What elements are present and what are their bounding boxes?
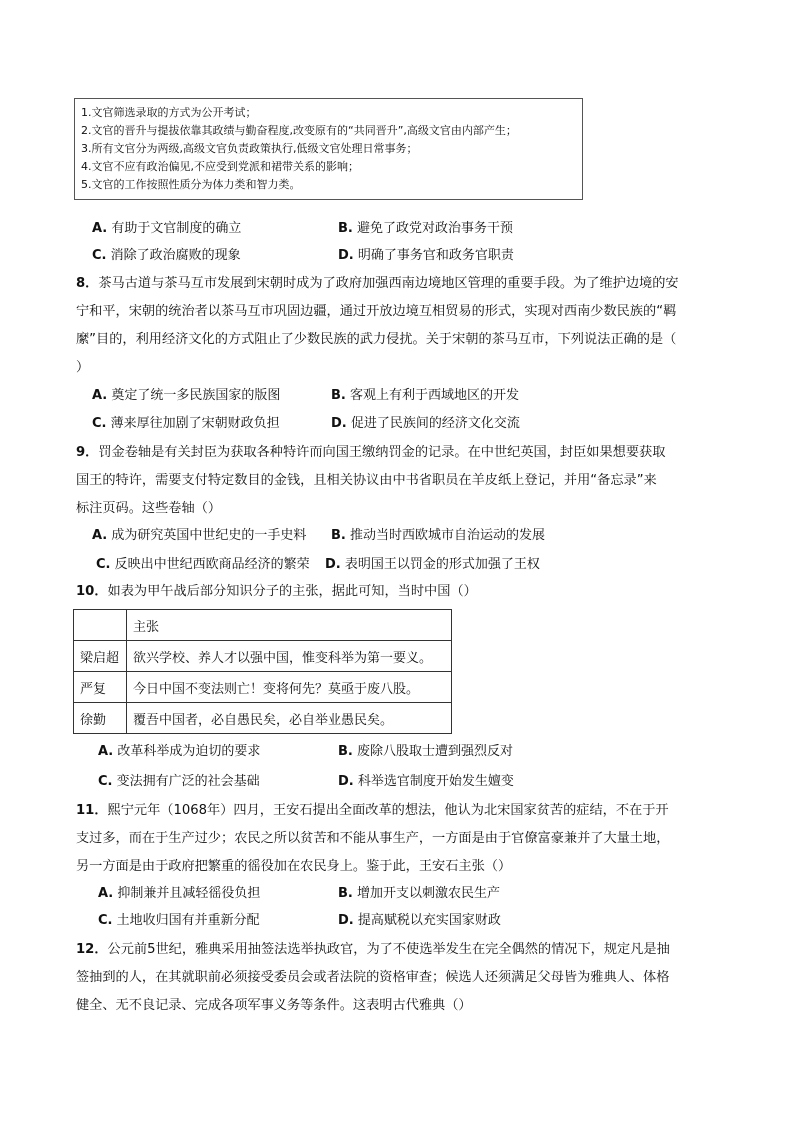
- option-letter: A.: [98, 886, 114, 901]
- table-cell-view: 欲兴学校、养人才以强中国，惟变科举为第一要义。: [127, 641, 452, 672]
- q10-option-d[interactable]: [338, 772, 514, 792]
- option-text: 明确了事务官和政务官职责: [357, 248, 514, 263]
- source-line: 5.文官的工作按照性质分为体力类和智力类。: [81, 178, 301, 191]
- source-line: 2.文官的晋升与提拔依靠其政绩与勤奋程度,改变原有的“共同晋升”,高级文官由内部产生；: [81, 124, 517, 137]
- option-text: 提高赋税以充实国家财政: [357, 913, 501, 928]
- q8-stem-line: [76, 274, 679, 294]
- option-letter: D.: [331, 416, 347, 431]
- question-number: 9．: [76, 445, 99, 460]
- q9-stem-line: 国王的特许，需要支付特定数目的金钱，且相关协议由中书省职员在羊皮纸上登记，并用“备忘录”来: [76, 473, 657, 488]
- question-number: 11．: [76, 803, 108, 818]
- stem-text: 罚金卷轴是有关封臣为获取各种特许而向国王缴纳罚金的记录。在中世纪英国，封臣如果想要获取: [98, 445, 666, 460]
- option-letter: B.: [331, 388, 346, 403]
- option-text: 推动当时西欧城市自治运动的发展: [350, 528, 546, 543]
- option-text: 抑制兼并且减轻徭役负担: [117, 886, 261, 901]
- option-letter: D.: [338, 248, 354, 263]
- stem-text: 如表为甲午战后部分知识分子的主张，据此可知，当时中国（）: [107, 584, 477, 599]
- q9-option-d[interactable]: [325, 555, 540, 575]
- q9-stem-line: 标注页码。这些卷轴（）: [76, 501, 222, 516]
- stem-text: 熙宁元年（1068年）四月，王安石提出全面改革的想法，他认为北宋国家贫苦的症结，不在于开: [107, 803, 669, 818]
- option-text: 奠定了统一多民族国家的版图: [111, 388, 281, 403]
- source-line: 3.所有文官分为两级,高级文官负责政策执行,低级文官处理日常事务；: [81, 142, 418, 155]
- option-letter: C.: [98, 774, 113, 789]
- option-letter: B.: [338, 221, 353, 236]
- option-text: 成为研究英国中世纪史的一手史料: [111, 528, 307, 543]
- q10-option-b[interactable]: [338, 742, 513, 762]
- source-line: 1.文官筛选录取的方式为公开考试；: [81, 106, 257, 119]
- option-letter: A.: [92, 528, 108, 543]
- table-header-row: [74, 610, 452, 641]
- source-line: 4.文官不应有政治偏见,不应受到党派和裙带关系的影响；: [81, 160, 359, 173]
- source-box: [74, 98, 583, 200]
- q11-stem-line: [76, 801, 669, 821]
- q9-option-a[interactable]: [92, 526, 306, 546]
- option-letter: A.: [98, 744, 114, 759]
- option-letter: A.: [92, 221, 108, 236]
- q9-option-c[interactable]: [96, 555, 310, 575]
- stem-text: 公元前5世纪，雅典采用抽签法选举执政官，为了不使选举发生在完全偶然的情况下，规定凡是抽: [107, 942, 670, 957]
- question-number: 12．: [76, 942, 108, 957]
- option-letter: A.: [92, 388, 108, 403]
- q11-option-a[interactable]: [98, 884, 260, 904]
- q11-option-c[interactable]: [98, 911, 260, 931]
- q7-option-b[interactable]: [338, 219, 513, 239]
- q8-option-c[interactable]: [92, 414, 280, 434]
- q9-stem-line: [76, 443, 665, 463]
- q12-stem-line: [76, 940, 670, 960]
- table-cell-person: 梁启超: [74, 641, 127, 672]
- option-text: 有助于文官制度的确立: [111, 221, 242, 236]
- option-letter: B.: [331, 528, 346, 543]
- option-letter: C.: [92, 416, 107, 431]
- q8-stem-line: 縻”目的，利用经济文化的方式阻止了少数民族的武力侵扰。关于宋朝的茶马互市，下列说法正确的是（: [76, 332, 677, 347]
- table-header-cell: 主张: [127, 610, 452, 641]
- option-text: 消除了政治腐败的现象: [110, 248, 241, 263]
- q11-option-b[interactable]: [338, 884, 500, 904]
- q11-stem-line: 支过多，而在于生产过少；农民之所以贫苦和不能从事生产，一方面是由于官僚富豪兼并了大量土地，: [76, 831, 670, 846]
- q8-stem-line: 宁和平，宋朝的统治者以茶马互市巩固边疆，通过开放边境互相贸易的形式，实现对西南少数民族的“羁: [76, 304, 677, 319]
- q7-option-c[interactable]: [92, 246, 241, 266]
- table-cell-view: 今日中国不变法则亡！变将何先？莫亟于废八股。: [127, 672, 452, 703]
- option-text: 变法拥有广泛的社会基础: [116, 774, 260, 789]
- question-number: 8．: [76, 276, 99, 291]
- q11-stem-line: 另一方面是由于政府把繁重的徭役加在农民身上。鉴于此，王安石主张（）: [76, 859, 512, 874]
- q7-option-d[interactable]: [338, 246, 514, 266]
- option-letter: C.: [92, 248, 107, 263]
- q10-stem-line: [76, 582, 477, 602]
- q8-option-a[interactable]: [92, 386, 280, 406]
- q11-option-d[interactable]: [338, 911, 501, 931]
- option-text: 改革科举成为迫切的要求: [117, 744, 261, 759]
- option-letter: C.: [98, 913, 113, 928]
- table-row: [74, 641, 452, 672]
- q12-stem-line: 健全、无不良记录、完成各项军事义务等条件。这表明古代雅典（）: [76, 998, 472, 1013]
- question-number: 10．: [76, 584, 108, 599]
- stem-text: 茶马古道与茶马互市发展到宋朝时成为了政府加强西南边境地区管理的重要手段。为了维护边境的安: [98, 276, 679, 291]
- option-text: 科举选官制度开始发生嬗变: [357, 774, 514, 789]
- option-letter: D.: [325, 557, 341, 572]
- option-letter: B.: [338, 886, 353, 901]
- table-cell-view: 覆吾中国者，必自愚民矣，必自举业愚民矣。: [127, 703, 452, 734]
- option-letter: D.: [338, 774, 354, 789]
- table-cell-person: 徐勤: [74, 703, 127, 734]
- opinions-table: [73, 609, 452, 734]
- option-letter: D.: [338, 913, 354, 928]
- option-text: 薄来厚往加剧了宋朝财政负担: [110, 416, 280, 431]
- option-letter: C.: [96, 557, 111, 572]
- option-text: 避免了政党对政治事务干预: [357, 221, 514, 236]
- option-text: 废除八股取士遭到强烈反对: [357, 744, 514, 759]
- option-text: 反映出中世纪西欧商品经济的繁荣: [114, 557, 310, 572]
- table-cell-person: 严复: [74, 672, 127, 703]
- option-letter: B.: [338, 744, 353, 759]
- q8-option-d[interactable]: [331, 414, 520, 434]
- q8-stem-line: ）: [76, 360, 90, 375]
- option-text: 表明国王以罚金的形式加强了王权: [344, 557, 540, 572]
- table-row: [74, 672, 452, 703]
- table-header-cell: [74, 610, 127, 641]
- q7-option-a[interactable]: [92, 219, 241, 239]
- option-text: 土地收归国有并重新分配: [116, 913, 260, 928]
- option-text: 促进了民族间的经济文化交流: [350, 416, 520, 431]
- q8-option-b[interactable]: [331, 386, 519, 406]
- q9-option-b[interactable]: [331, 526, 545, 546]
- q10-option-a[interactable]: [98, 742, 260, 762]
- option-text: 客观上有利于西域地区的开发: [350, 388, 520, 403]
- option-text: 增加开支以刺激农民生产: [357, 886, 501, 901]
- table-row: [74, 703, 452, 734]
- q12-stem-line: 签抽到的人，在其就职前必须接受委员会或者法院的资格审查；候选人还须满足父母皆为雅典人、体格: [76, 970, 670, 985]
- q10-option-c[interactable]: [98, 772, 260, 792]
